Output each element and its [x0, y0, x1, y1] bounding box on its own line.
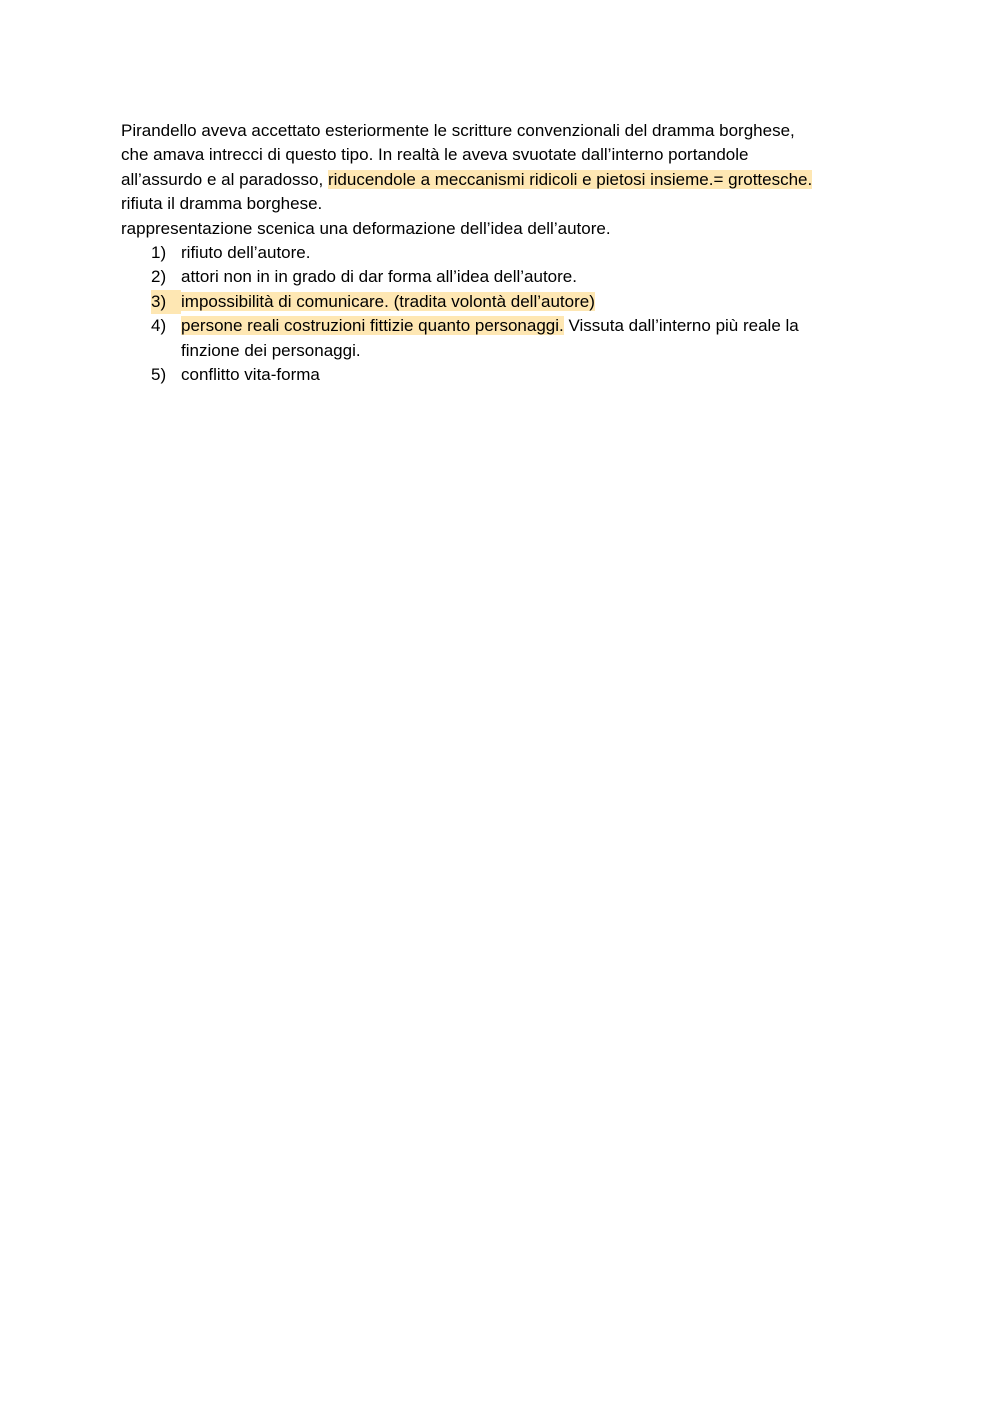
list-item: [121, 363, 901, 387]
paragraph-line-5: rappresentazione scenica una deformazione dell’idea dell’autore.: [121, 218, 611, 238]
list-item-number: 5): [151, 364, 167, 384]
list-item: [121, 265, 901, 289]
list-item: [121, 314, 901, 363]
paragraph-line-3: [121, 168, 901, 192]
list-item-highlighted: [121, 290, 901, 314]
list-item-number: 3): [151, 290, 181, 314]
list-item-text-plain: Vissuta dall’interno più reale la: [563, 316, 799, 336]
list-item: [121, 241, 901, 265]
paragraph-line-1: Pirandello aveva accettato esteriormente le scritture convenzionali del dramma borghese,: [121, 121, 795, 140]
paragraph-line-2: che amava intrecci di questo tipo. In realtà le aveva svuotate dall’interno portandole: [121, 145, 749, 165]
numbered-list: [121, 241, 901, 387]
list-item-text: rifiuto dell’autore.: [181, 242, 311, 262]
paragraph-line-3-plain: all’assurdo e al paradosso,: [121, 169, 328, 189]
highlighted-text-grottesche: riducendole a meccanismi ridicoli e pietosi insieme.= grottesche.: [327, 169, 813, 189]
list-item-number: 1): [151, 242, 167, 262]
list-item-number: 4): [151, 316, 167, 336]
list-item-text: impossibilità di comunicare. (tradita volontà dell’autore): [181, 291, 595, 311]
list-item-text: attori non in in grado di dar forma all’idea dell’autore.: [181, 267, 577, 287]
list-item-text: conflitto vita-forma: [181, 364, 320, 384]
list-item-text-highlight: persone reali costruzioni fittizie quanto personaggi.: [181, 316, 564, 336]
document-page: [121, 119, 901, 387]
list-item-number: 2): [151, 267, 167, 287]
paragraph-line-4: rifiuta il dramma borghese.: [121, 194, 323, 214]
list-item-text-continuation: finzione dei personaggi.: [181, 340, 361, 360]
